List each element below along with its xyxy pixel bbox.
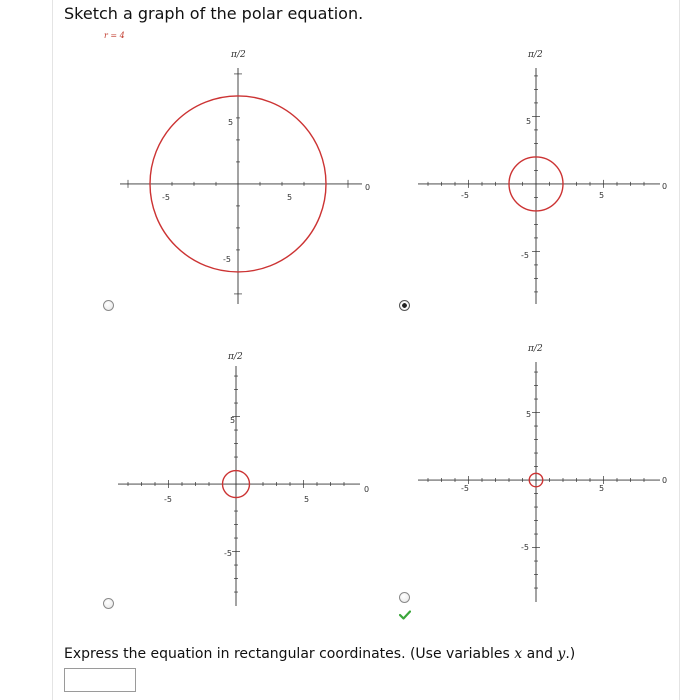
tick-label-neg-5-x: -5 (164, 495, 172, 504)
question-title: Sketch a graph of the polar equation. (64, 4, 364, 23)
tick-label-neg-5-x: -5 (162, 193, 170, 202)
tick-label-neg-5-x: -5 (461, 191, 469, 200)
axis-label-zero: 0 (365, 183, 371, 192)
axis-label-zero: 0 (662, 476, 668, 485)
correct-check-icon (399, 610, 411, 620)
prompt-text: Express the equation in rectangular coordinates. (Use variables (64, 646, 515, 662)
axis-label-pi-over-2: π/2 (231, 50, 246, 60)
axis-label-pi-over-2: π/2 (528, 50, 543, 60)
radio-option-c[interactable] (103, 598, 114, 609)
tick-label-pos-5-x: 5 (599, 191, 605, 200)
tick-label-pos-5-x: 5 (287, 193, 293, 202)
tick-label-pos-5-y: 5 (228, 118, 234, 127)
tick-label-neg-5-y: -5 (521, 251, 529, 260)
polar-equation: r = 4 (104, 31, 125, 40)
radio-option-b[interactable] (399, 300, 410, 311)
rectangular-prompt (64, 646, 575, 662)
tick-label-pos-5-x: 5 (304, 495, 310, 504)
graph-option-a (112, 44, 372, 308)
axis-label-pi-over-2: π/2 (228, 352, 243, 362)
prompt-and: and (522, 646, 558, 662)
answer-input[interactable] (64, 668, 136, 692)
graph-option-b (410, 44, 670, 308)
axis-label-zero: 0 (364, 485, 370, 494)
tick-label-neg-5-x: -5 (461, 484, 469, 493)
radio-option-a[interactable] (103, 300, 114, 311)
radio-option-d[interactable] (399, 592, 410, 603)
variable-x: x (514, 646, 523, 662)
prompt-end: .) (565, 646, 576, 662)
graph-option-c (110, 342, 370, 610)
tick-label-pos-5-y: 5 (526, 410, 532, 419)
axis-label-pi-over-2: π/2 (528, 344, 543, 354)
tick-label-pos-5-y: 5 (526, 117, 532, 126)
graph-option-d (410, 338, 670, 606)
tick-label-neg-5-y: -5 (224, 549, 232, 558)
tick-label-neg-5-y: -5 (223, 255, 231, 264)
variable-y: y (557, 646, 566, 662)
axis-label-zero: 0 (662, 182, 668, 191)
tick-label-pos-5-x: 5 (599, 484, 605, 493)
tick-label-neg-5-y: -5 (521, 543, 529, 552)
tick-label-pos-5-y: 5 (230, 416, 236, 425)
